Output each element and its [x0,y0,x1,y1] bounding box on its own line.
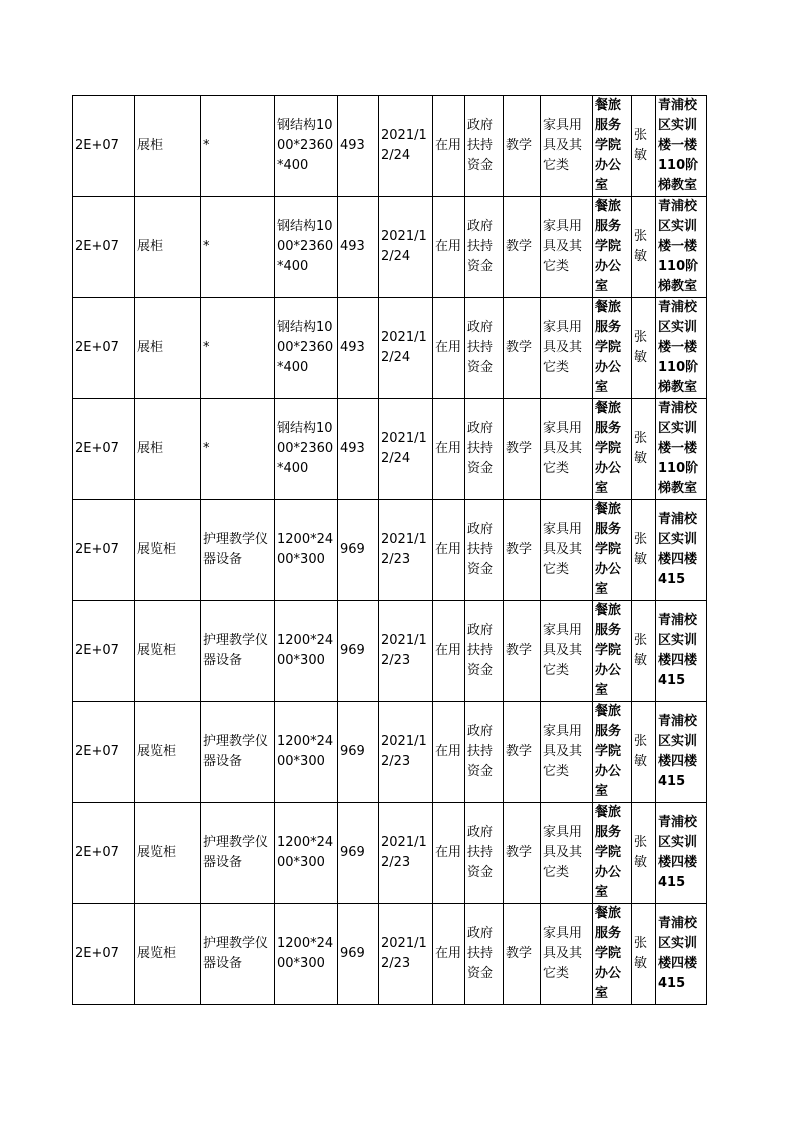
spec-cell: 1200*2400*300 [275,803,338,904]
location-cell: 青浦校区实训楼四楼415 [656,601,707,702]
funding-source-cell: 政府扶持资金 [465,399,504,500]
funding-source-cell: 政府扶持资金 [465,197,504,298]
asset-code-cell: 2E+07 [73,298,135,399]
department-cell: 餐旅服务学院办公室 [593,803,632,904]
price-cell: 969 [338,702,379,803]
asset-code-cell: 2E+07 [73,904,135,1005]
price-cell: 493 [338,298,379,399]
location-cell: 青浦校区实训楼一楼110阶梯教室 [656,96,707,197]
model-cell: 护理教学仪器设备 [201,500,275,601]
keeper-cell: 张敏 [632,96,656,197]
status-cell: 在用 [433,197,465,298]
date-cell: 2021/12/24 [379,399,433,500]
category-cell: 家具用具及其它类 [541,702,593,803]
status-cell: 在用 [433,702,465,803]
spec-cell: 钢结构1000*2360*400 [275,399,338,500]
asset-name-cell: 展柜 [135,197,201,298]
funding-source-cell: 政府扶持资金 [465,298,504,399]
asset-name-cell: 展览柜 [135,803,201,904]
asset-name-cell: 展柜 [135,298,201,399]
asset-code-cell: 2E+07 [73,197,135,298]
keeper-cell: 张敏 [632,803,656,904]
usage-cell: 教学 [504,803,541,904]
spec-cell: 钢结构1000*2360*400 [275,197,338,298]
keeper-cell: 张敏 [632,601,656,702]
location-cell: 青浦校区实训楼四楼415 [656,702,707,803]
funding-source-cell: 政府扶持资金 [465,500,504,601]
table-row [73,601,707,702]
usage-cell: 教学 [504,197,541,298]
department-cell: 餐旅服务学院办公室 [593,500,632,601]
department-cell: 餐旅服务学院办公室 [593,601,632,702]
status-cell: 在用 [433,298,465,399]
keeper-cell: 张敏 [632,702,656,803]
usage-cell: 教学 [504,702,541,803]
date-cell: 2021/12/24 [379,96,433,197]
keeper-cell: 张敏 [632,904,656,1005]
department-cell: 餐旅服务学院办公室 [593,298,632,399]
model-cell: 护理教学仪器设备 [201,904,275,1005]
department-cell: 餐旅服务学院办公室 [593,197,632,298]
table-row [73,904,707,1005]
date-cell: 2021/12/23 [379,601,433,702]
keeper-cell: 张敏 [632,500,656,601]
date-cell: 2021/12/23 [379,500,433,601]
price-cell: 969 [338,803,379,904]
status-cell: 在用 [433,96,465,197]
model-cell: 护理教学仪器设备 [201,702,275,803]
price-cell: 493 [338,96,379,197]
department-cell: 餐旅服务学院办公室 [593,904,632,1005]
table-row [73,399,707,500]
price-cell: 969 [338,904,379,1005]
category-cell: 家具用具及其它类 [541,197,593,298]
location-cell: 青浦校区实训楼一楼110阶梯教室 [656,399,707,500]
asset-name-cell: 展柜 [135,96,201,197]
price-cell: 493 [338,399,379,500]
asset-table-body [73,96,707,1005]
keeper-cell: 张敏 [632,197,656,298]
spec-cell: 1200*2400*300 [275,904,338,1005]
asset-code-cell: 2E+07 [73,803,135,904]
category-cell: 家具用具及其它类 [541,500,593,601]
spec-cell: 1200*2400*300 [275,500,338,601]
location-cell: 青浦校区实训楼一楼110阶梯教室 [656,197,707,298]
date-cell: 2021/12/23 [379,702,433,803]
status-cell: 在用 [433,399,465,500]
funding-source-cell: 政府扶持资金 [465,96,504,197]
keeper-cell: 张敏 [632,298,656,399]
table-row [73,298,707,399]
usage-cell: 教学 [504,96,541,197]
asset-code-cell: 2E+07 [73,399,135,500]
asset-table [72,95,707,1005]
model-cell: * [201,96,275,197]
status-cell: 在用 [433,500,465,601]
usage-cell: 教学 [504,904,541,1005]
table-row [73,803,707,904]
table-row [73,96,707,197]
table-row [73,702,707,803]
model-cell: * [201,399,275,500]
date-cell: 2021/12/23 [379,803,433,904]
funding-source-cell: 政府扶持资金 [465,803,504,904]
model-cell: 护理教学仪器设备 [201,803,275,904]
model-cell: * [201,197,275,298]
usage-cell: 教学 [504,399,541,500]
model-cell: 护理教学仪器设备 [201,601,275,702]
department-cell: 餐旅服务学院办公室 [593,702,632,803]
spec-cell: 1200*2400*300 [275,601,338,702]
asset-code-cell: 2E+07 [73,500,135,601]
table-row [73,500,707,601]
department-cell: 餐旅服务学院办公室 [593,399,632,500]
funding-source-cell: 政府扶持资金 [465,904,504,1005]
location-cell: 青浦校区实训楼四楼415 [656,500,707,601]
price-cell: 493 [338,197,379,298]
location-cell: 青浦校区实训楼四楼415 [656,904,707,1005]
price-cell: 969 [338,500,379,601]
model-cell: * [201,298,275,399]
asset-code-cell: 2E+07 [73,601,135,702]
status-cell: 在用 [433,803,465,904]
asset-name-cell: 展览柜 [135,904,201,1005]
usage-cell: 教学 [504,500,541,601]
location-cell: 青浦校区实训楼四楼415 [656,803,707,904]
asset-name-cell: 展览柜 [135,601,201,702]
funding-source-cell: 政府扶持资金 [465,601,504,702]
price-cell: 969 [338,601,379,702]
category-cell: 家具用具及其它类 [541,399,593,500]
asset-name-cell: 展览柜 [135,702,201,803]
spec-cell: 钢结构1000*2360*400 [275,298,338,399]
date-cell: 2021/12/23 [379,904,433,1005]
category-cell: 家具用具及其它类 [541,803,593,904]
funding-source-cell: 政府扶持资金 [465,702,504,803]
category-cell: 家具用具及其它类 [541,298,593,399]
asset-name-cell: 展览柜 [135,500,201,601]
category-cell: 家具用具及其它类 [541,601,593,702]
asset-code-cell: 2E+07 [73,96,135,197]
location-cell: 青浦校区实训楼一楼110阶梯教室 [656,298,707,399]
keeper-cell: 张敏 [632,399,656,500]
usage-cell: 教学 [504,601,541,702]
date-cell: 2021/12/24 [379,298,433,399]
spec-cell: 钢结构1000*2360*400 [275,96,338,197]
department-cell: 餐旅服务学院办公室 [593,96,632,197]
spec-cell: 1200*2400*300 [275,702,338,803]
category-cell: 家具用具及其它类 [541,96,593,197]
asset-code-cell: 2E+07 [73,702,135,803]
date-cell: 2021/12/24 [379,197,433,298]
category-cell: 家具用具及其它类 [541,904,593,1005]
asset-name-cell: 展柜 [135,399,201,500]
table-row [73,197,707,298]
status-cell: 在用 [433,601,465,702]
status-cell: 在用 [433,904,465,1005]
usage-cell: 教学 [504,298,541,399]
